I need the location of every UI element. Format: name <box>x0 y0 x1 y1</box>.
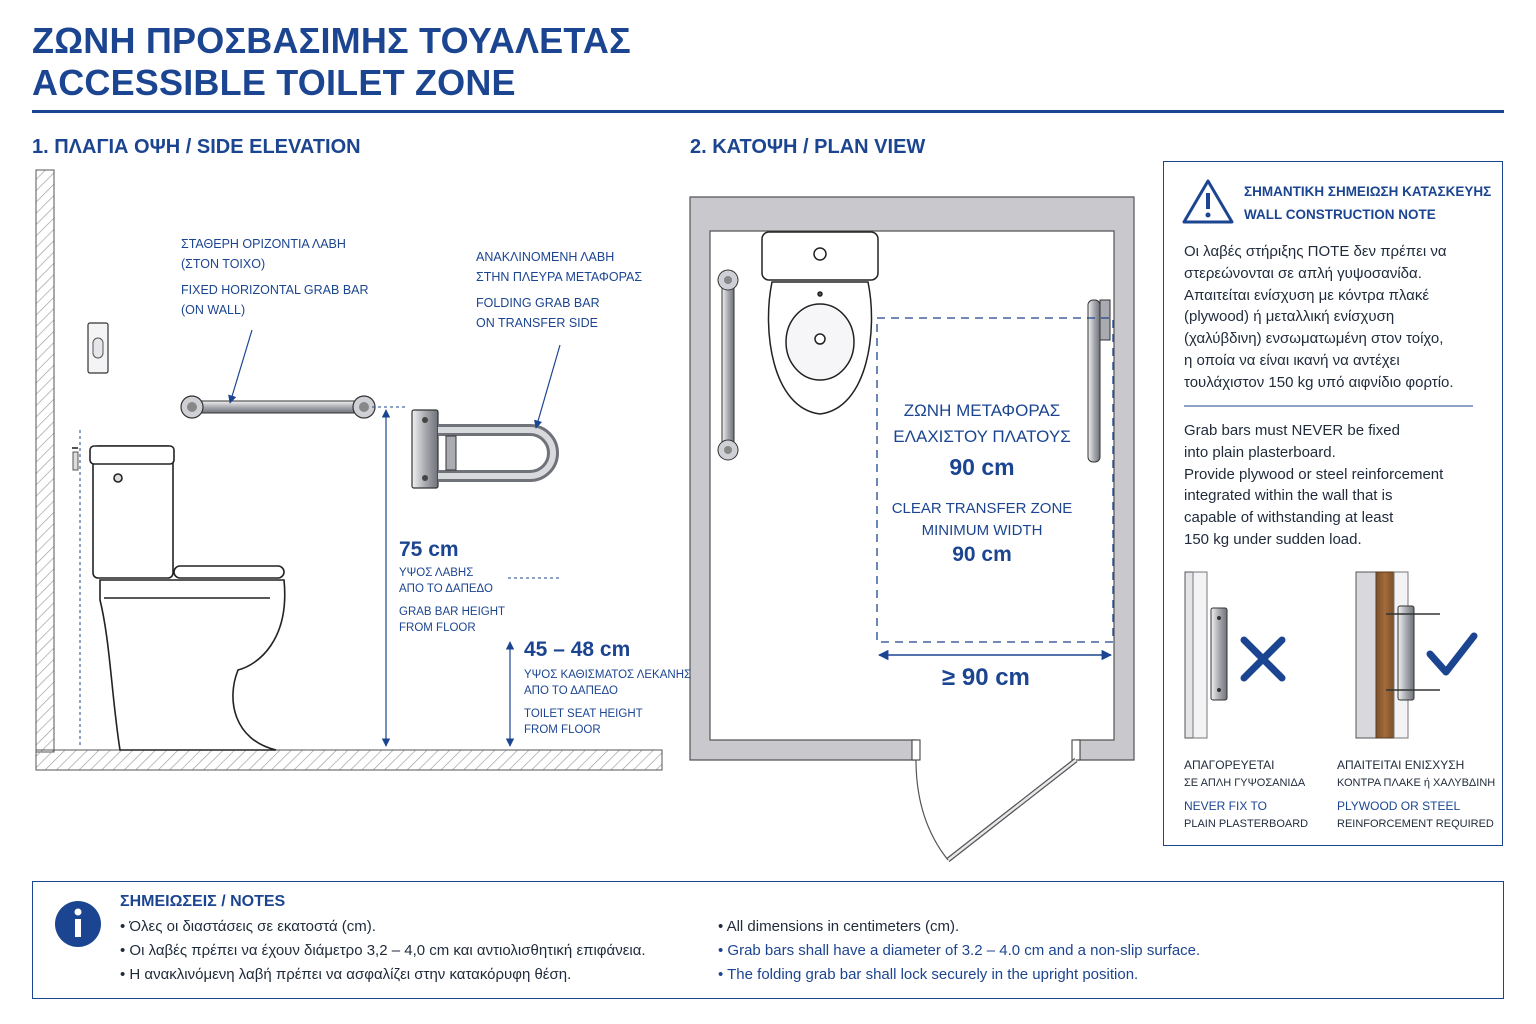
side-wall <box>36 170 54 752</box>
transfer-width-dimension: ≥ 90 cm <box>942 664 1030 691</box>
title-english: ACCESSIBLE TOILET ZONE <box>32 62 516 103</box>
construction-note-english: Grab bars must NEVER be fixed into plain plasterboard. Provide plywood or steel reinforcement integrated within the wall that is capable of withstanding at least 150 kg under sudden load. <box>1184 422 1444 548</box>
seat-height-value: 45 – 48 cm <box>524 638 631 661</box>
seat-height-label: ΥΨΟΣ ΚΑΘΙΣΜΑΤΟΣ ΛΕΚΑΝΗΣ ΑΠΟ ΤΟ ΔΑΠΕΔΟ TOILET SEAT HEIGHT FROM FLOOR <box>524 669 692 736</box>
forbidden-caption: ΑΠΑΓΟΡΕΥΕΤΑΙ ΣΕ ΑΠΛΗ ΓΥΨΟΣΑΝΙΔΑ NEVER FIX TO PLAIN PLASTERBOARD <box>1184 758 1309 830</box>
folding-bar-label: ΑΝΑΚΛΙΝΟΜΕΝΗ ΛΑΒΗ ΣΤΗΝ ΠΛΕΥΡΑ ΜΕΤΑΦΟΡΑΣ FOLDING GRAB BAR ON TRANSFER SIDE <box>476 250 643 330</box>
folding-grab-bar <box>412 410 553 488</box>
transfer-zone-label: ΖΩΝΗ ΜΕΤΑΦΟΡΑΣ ΕΛΑΧΙΣΤΟΥ ΠΛΑΤΟΥΣ 90 cm CLEAR TRANSFER ZONE MINIMUM WIDTH 90 cm <box>891 401 1073 566</box>
title-greek: ΖΩΝΗ ΠΡΟΣΒΑΣΙΜΗΣ ΤΟΥΑΛΕΤΑΣ <box>32 20 631 61</box>
notes-greek: • Όλες οι διαστάσεις σε εκατοστά (cm). • Οι λαβές πρέπει να έχουν διάμετρο 3,2 – 4,0 cm και αντιολισθητική επιφάνεια. • Η ανακλινόμενη λαβή πρέπει να ασφαλίζει στην κατακόρυφη θέση. <box>120 918 646 983</box>
flush-plate <box>88 323 108 373</box>
paper-holder <box>72 448 78 470</box>
construction-note-heading: ΣΗΜΑΝΤΙΚΗ ΣΗΜΕΙΩΣΗ ΚΑΤΑΣΚΕΥΗΣ WALL CONSTRUCTION NOTE <box>1244 184 1492 222</box>
required-caption: ΑΠΑΙΤΕΙΤΑΙ ΕΝΙΣΧΥΣΗ ΚΟΝΤΡΑ ΠΛΑΚΕ ή ΧΑΛΥΒΔΙΝΗ PLYWOOD OR STEEL REINFORCEMENT REQUIRED <box>1337 758 1496 830</box>
toilet-plan-view <box>762 232 878 414</box>
floor-slab <box>36 750 662 770</box>
plan-view-heading: 2. ΚΑΤΟΨΗ / PLAN VIEW <box>690 136 926 158</box>
door <box>912 740 1080 860</box>
notes-english: • All dimensions in centimeters (cm). • Grab bars shall have a diameter of 3.2 – 4.0 cm and a non-slip surface. • The folding grab bar shall lock securely in the upright position. <box>718 918 1201 983</box>
notes-heading: ΣΗΜΕΙΩΣΕΙΣ / NOTES <box>120 893 286 910</box>
fixed-bar-label: ΣΤΑΘΕΡΗ ΟΡΙΖΟΝΤΙΑ ΛΑΒΗ (ΣΤΟΝ ΤΟΙΧΟ) FIXED HORIZONTAL GRAB BAR (ON WALL) <box>181 237 369 317</box>
bar-height-label: ΥΨΟΣ ΛΑΒΗΣ ΑΠΟ ΤΟ ΔΑΠΕΔΟ GRAB BAR HEIGHT FROM FLOOR <box>399 567 506 634</box>
plan-fixed-grab-bar <box>718 270 738 460</box>
side-elevation-heading: 1. ΠΛΑΓΙΑ ΟΨΗ / SIDE ELEVATION <box>32 136 361 158</box>
bar-height-value: 75 cm <box>399 538 459 561</box>
construction-note-greek: Οι λαβές στήριξης ΠΟΤΕ δεν πρέπει να στερεώνονται σε απλή γυψοσανίδα. Απαιτείται ενίσχυση με κόντρα πλακέ (plywood) ή μεταλλική ενίσχυση (χαλύβδινη) ενσωματωμένη στον τοίχο, η οποία να είναι ικανή να αντέχει τουλάχιστον 150 kg υπό αιφνίδιο φορτίο. <box>1184 243 1454 391</box>
plan-folding-grab-bar <box>1088 300 1110 462</box>
fixed-grab-bar <box>181 396 375 418</box>
toilet-side-view <box>90 446 285 750</box>
